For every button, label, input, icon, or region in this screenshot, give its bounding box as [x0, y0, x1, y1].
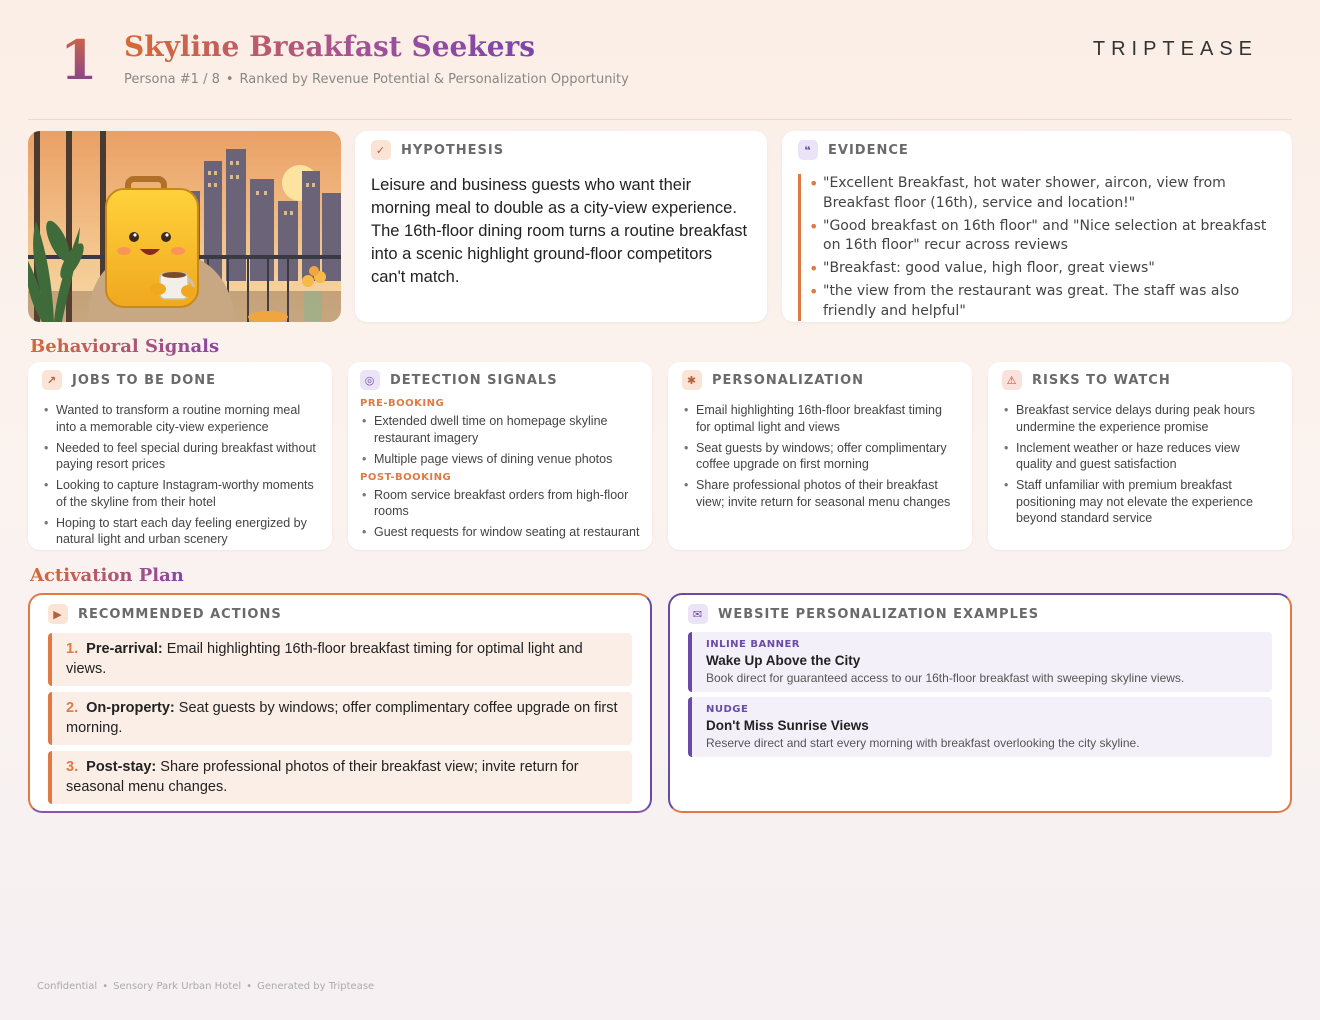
- detection-signals-card: [348, 362, 652, 550]
- activation-plan-title: Activation Plan: [30, 565, 184, 586]
- hypothesis-text: Leisure and business guests who want their morning meal to double as a city-view experience. The 16th-floor dining room turns a routine breakfast into a scenic highlight ground-floor competitors can't match.: [371, 176, 748, 286]
- warning-icon: ⚠: [1002, 370, 1022, 390]
- personalization-card: [668, 362, 972, 550]
- list-item: • Email highlighting 16th-floor breakfast timing for optimal light and views: [682, 402, 958, 435]
- pre-booking-list: [360, 413, 640, 467]
- detection-header: [360, 370, 640, 390]
- ranking-note: Ranked by Revenue Potential & Personalization Opportunity: [239, 72, 629, 87]
- list-item: • Looking to capture Instagram-worthy moments of the skyline from their hotel: [42, 477, 318, 510]
- website-example-inline-banner: [688, 632, 1272, 692]
- list-item: • Breakfast service delays during peak hours undermine the experience promise: [1002, 402, 1278, 435]
- hypothesis-card: [355, 131, 767, 322]
- jobs-to-be-done-card: [28, 362, 332, 550]
- actions-list: [48, 633, 632, 804]
- list-item: • Staff unfamiliar with premium breakfast positioning may not elevate the experience beyond standard service: [1002, 477, 1278, 527]
- list-item: • Guest requests for window seating at restaurant: [360, 524, 640, 541]
- example-description: Book direct for guaranteed access to our 16th-floor breakfast with sweeping skyline views.: [706, 671, 1185, 685]
- action-label: Post-stay:: [86, 759, 157, 775]
- arrow-up-right-icon: ↗: [42, 370, 62, 390]
- jobs-heading: JOBS TO BE DONE: [72, 372, 217, 388]
- persona-rank: 1: [60, 28, 98, 92]
- website-example-nudge: [688, 697, 1272, 757]
- post-booking-label: POST-BOOKING: [360, 471, 452, 483]
- envelope-icon: ✉: [688, 604, 708, 624]
- persona-illustration: [28, 131, 341, 322]
- play-icon: ▶: [48, 604, 68, 624]
- action-number: 1.: [66, 641, 79, 657]
- checkmark-icon: ✓: [371, 140, 391, 160]
- quote-icon: ❝: [798, 140, 818, 160]
- risks-heading: RISKS TO WATCH: [1032, 372, 1171, 388]
- actions-heading: RECOMMENDED ACTIONS: [78, 606, 282, 622]
- action-number: 3.: [66, 759, 79, 775]
- website-personalization-box: [668, 593, 1292, 813]
- action-label: On-property:: [86, 700, 175, 716]
- page-subtitle: Persona #1 / 8 • Ranked by Revenue Potential & Personalization Opportunity: [124, 72, 629, 87]
- example-description: Reserve direct and start every morning with breakfast overlooking the city skyline.: [706, 736, 1140, 750]
- detection-heading: DETECTION SIGNALS: [390, 372, 558, 388]
- footer-generated: Generated by Triptease: [257, 981, 375, 992]
- jobs-header: [42, 370, 318, 390]
- recommended-actions-box: [28, 593, 652, 813]
- personalization-list: [682, 402, 958, 510]
- action-item-pre-arrival: [48, 633, 632, 686]
- risks-list: [1002, 402, 1278, 527]
- evidence-card: [782, 131, 1292, 322]
- header: [0, 0, 1320, 120]
- page-title: Skyline Breakfast Seekers: [124, 30, 536, 63]
- list-item: • Extended dwell time on homepage skyline restaurant imagery: [360, 413, 640, 446]
- list-item: • Inclement weather or haze reduces view quality and guest satisfaction: [1002, 440, 1278, 473]
- skyline-mascot-illustration: [28, 131, 341, 322]
- header-divider: [28, 119, 1292, 120]
- example-tag: INLINE BANNER: [706, 639, 800, 650]
- list-item: • Seat guests by windows; offer complimentary coffee upgrade on first morning: [682, 440, 958, 473]
- risks-header: [1002, 370, 1278, 390]
- actions-header: [48, 604, 632, 624]
- personalization-header: [682, 370, 958, 390]
- personalization-heading: PERSONALIZATION: [712, 372, 865, 388]
- evidence-list: [798, 174, 1276, 321]
- example-tag: NUDGE: [706, 704, 749, 715]
- persona-index: Persona #1 / 8: [124, 72, 220, 87]
- action-text: Email highlighting 16th-floor breakfast timing for optimal light and views.: [66, 641, 583, 677]
- evidence-item: • "Good breakfast on 16th floor" and "Nice selection at breakfast on 16th floor" recur across reviews: [823, 217, 1276, 256]
- action-text: Share professional photos of their breakfast view; invite return for seasonal menu changes.: [66, 759, 579, 795]
- action-text: Seat guests by windows; offer complimentary coffee upgrade on first morning.: [66, 700, 618, 736]
- action-item-post-stay: [48, 751, 632, 804]
- target-icon: ◎: [360, 370, 380, 390]
- hypothesis-header: [371, 140, 751, 160]
- action-item-on-property: [48, 692, 632, 745]
- pre-booking-label: PRE-BOOKING: [360, 398, 445, 409]
- evidence-item: • "Excellent Breakfast, hot water shower, aircon, view from Breakfast floor (16th), service and location!": [823, 174, 1276, 213]
- evidence-heading: EVIDENCE: [828, 142, 909, 158]
- footer-hotel: Sensory Park Urban Hotel: [113, 981, 242, 992]
- list-item: • Room service breakfast orders from high-floor rooms: [360, 487, 640, 520]
- evidence-item: • "the view from the restaurant was great. The staff was also friendly and helpful": [823, 282, 1276, 321]
- website-header: [688, 604, 1272, 624]
- post-booking-list: [360, 487, 640, 541]
- example-title: Don't Miss Sunrise Views: [706, 718, 869, 733]
- footer: Confidential • Sensory Park Urban Hotel • Generated by Triptease: [37, 981, 375, 992]
- list-item: • Needed to feel special during breakfast without paying resort prices: [42, 440, 318, 473]
- example-title: Wake Up Above the City: [706, 653, 861, 668]
- website-examples-list: [688, 632, 1272, 757]
- list-item: • Multiple page views of dining venue photos: [360, 451, 640, 468]
- action-label: Pre-arrival:: [86, 641, 163, 657]
- risks-card: [988, 362, 1292, 550]
- behavioral-signals-title: Behavioral Signals: [30, 336, 220, 357]
- evidence-header: [798, 140, 1276, 160]
- hypothesis-heading: HYPOTHESIS: [401, 142, 505, 158]
- brand-logo: TRIPTEASE: [1092, 38, 1258, 60]
- footer-confidential: Confidential: [37, 981, 98, 992]
- evidence-item: • "Breakfast: good value, high floor, great views": [823, 259, 1276, 279]
- sparkle-icon: ✱: [682, 370, 702, 390]
- list-item: • Share professional photos of their breakfast view; invite return for seasonal menu changes: [682, 477, 958, 510]
- action-number: 2.: [66, 700, 79, 716]
- list-item: • Wanted to transform a routine morning meal into a memorable city-view experience: [42, 402, 318, 435]
- jobs-list: [42, 402, 318, 548]
- website-heading: WEBSITE PERSONALIZATION EXAMPLES: [718, 606, 1040, 622]
- list-item: • Hoping to start each day feeling energized by natural light and urban scenery: [42, 515, 318, 548]
